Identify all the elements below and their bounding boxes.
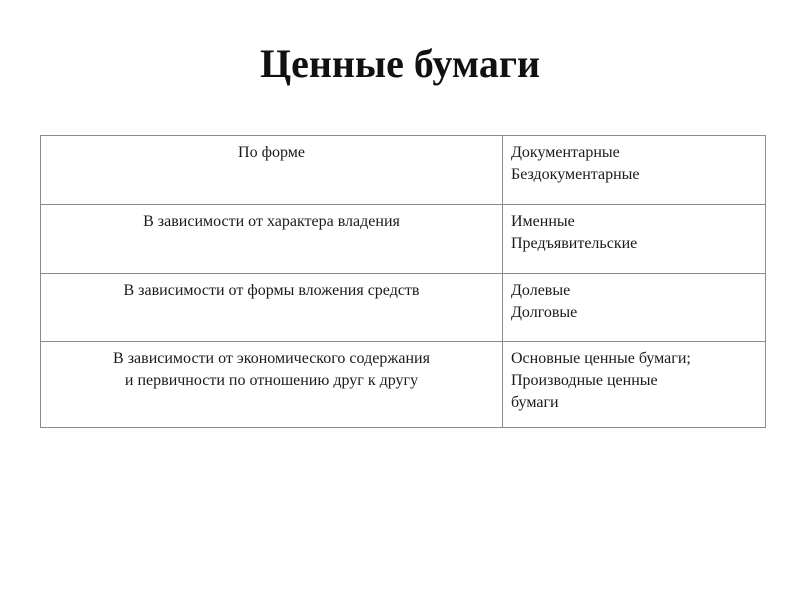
criterion-text: В зависимости от экономического содержания [113, 350, 430, 367]
kind-item: Производные ценные [511, 372, 658, 389]
criterion-text: В зависимости от формы вложения средств [123, 282, 420, 299]
kind-item: Именные [511, 213, 575, 230]
criterion-cell [41, 342, 503, 428]
kind-item: Долевые [511, 282, 571, 299]
kind-item: Основные ценные бумаги; [511, 350, 691, 367]
table-row [41, 274, 766, 342]
slide-title: Ценные бумаги [259, 41, 541, 86]
kinds-cell [503, 274, 766, 342]
classification-table [40, 135, 766, 428]
kind-item: Предъявительские [511, 235, 638, 252]
criterion-cell [41, 205, 503, 274]
table-row [41, 342, 766, 428]
kinds-cell [503, 136, 766, 205]
kind-item: Бездокументарные [511, 166, 640, 183]
kind-item: бумаги [511, 394, 559, 411]
criterion-text: В зависимости от характера владения [143, 213, 400, 230]
criterion-cell [41, 136, 503, 205]
criterion-cell [41, 274, 503, 342]
kinds-cell [503, 205, 766, 274]
kind-item: Документарные [511, 144, 620, 161]
kinds-cell [503, 342, 766, 428]
kind-item: Долговые [511, 304, 578, 321]
table-row [41, 136, 766, 205]
table-row [41, 205, 766, 274]
criterion-text: По форме [238, 144, 305, 161]
criterion-text: и первичности по отношению друг к другу [124, 372, 419, 389]
